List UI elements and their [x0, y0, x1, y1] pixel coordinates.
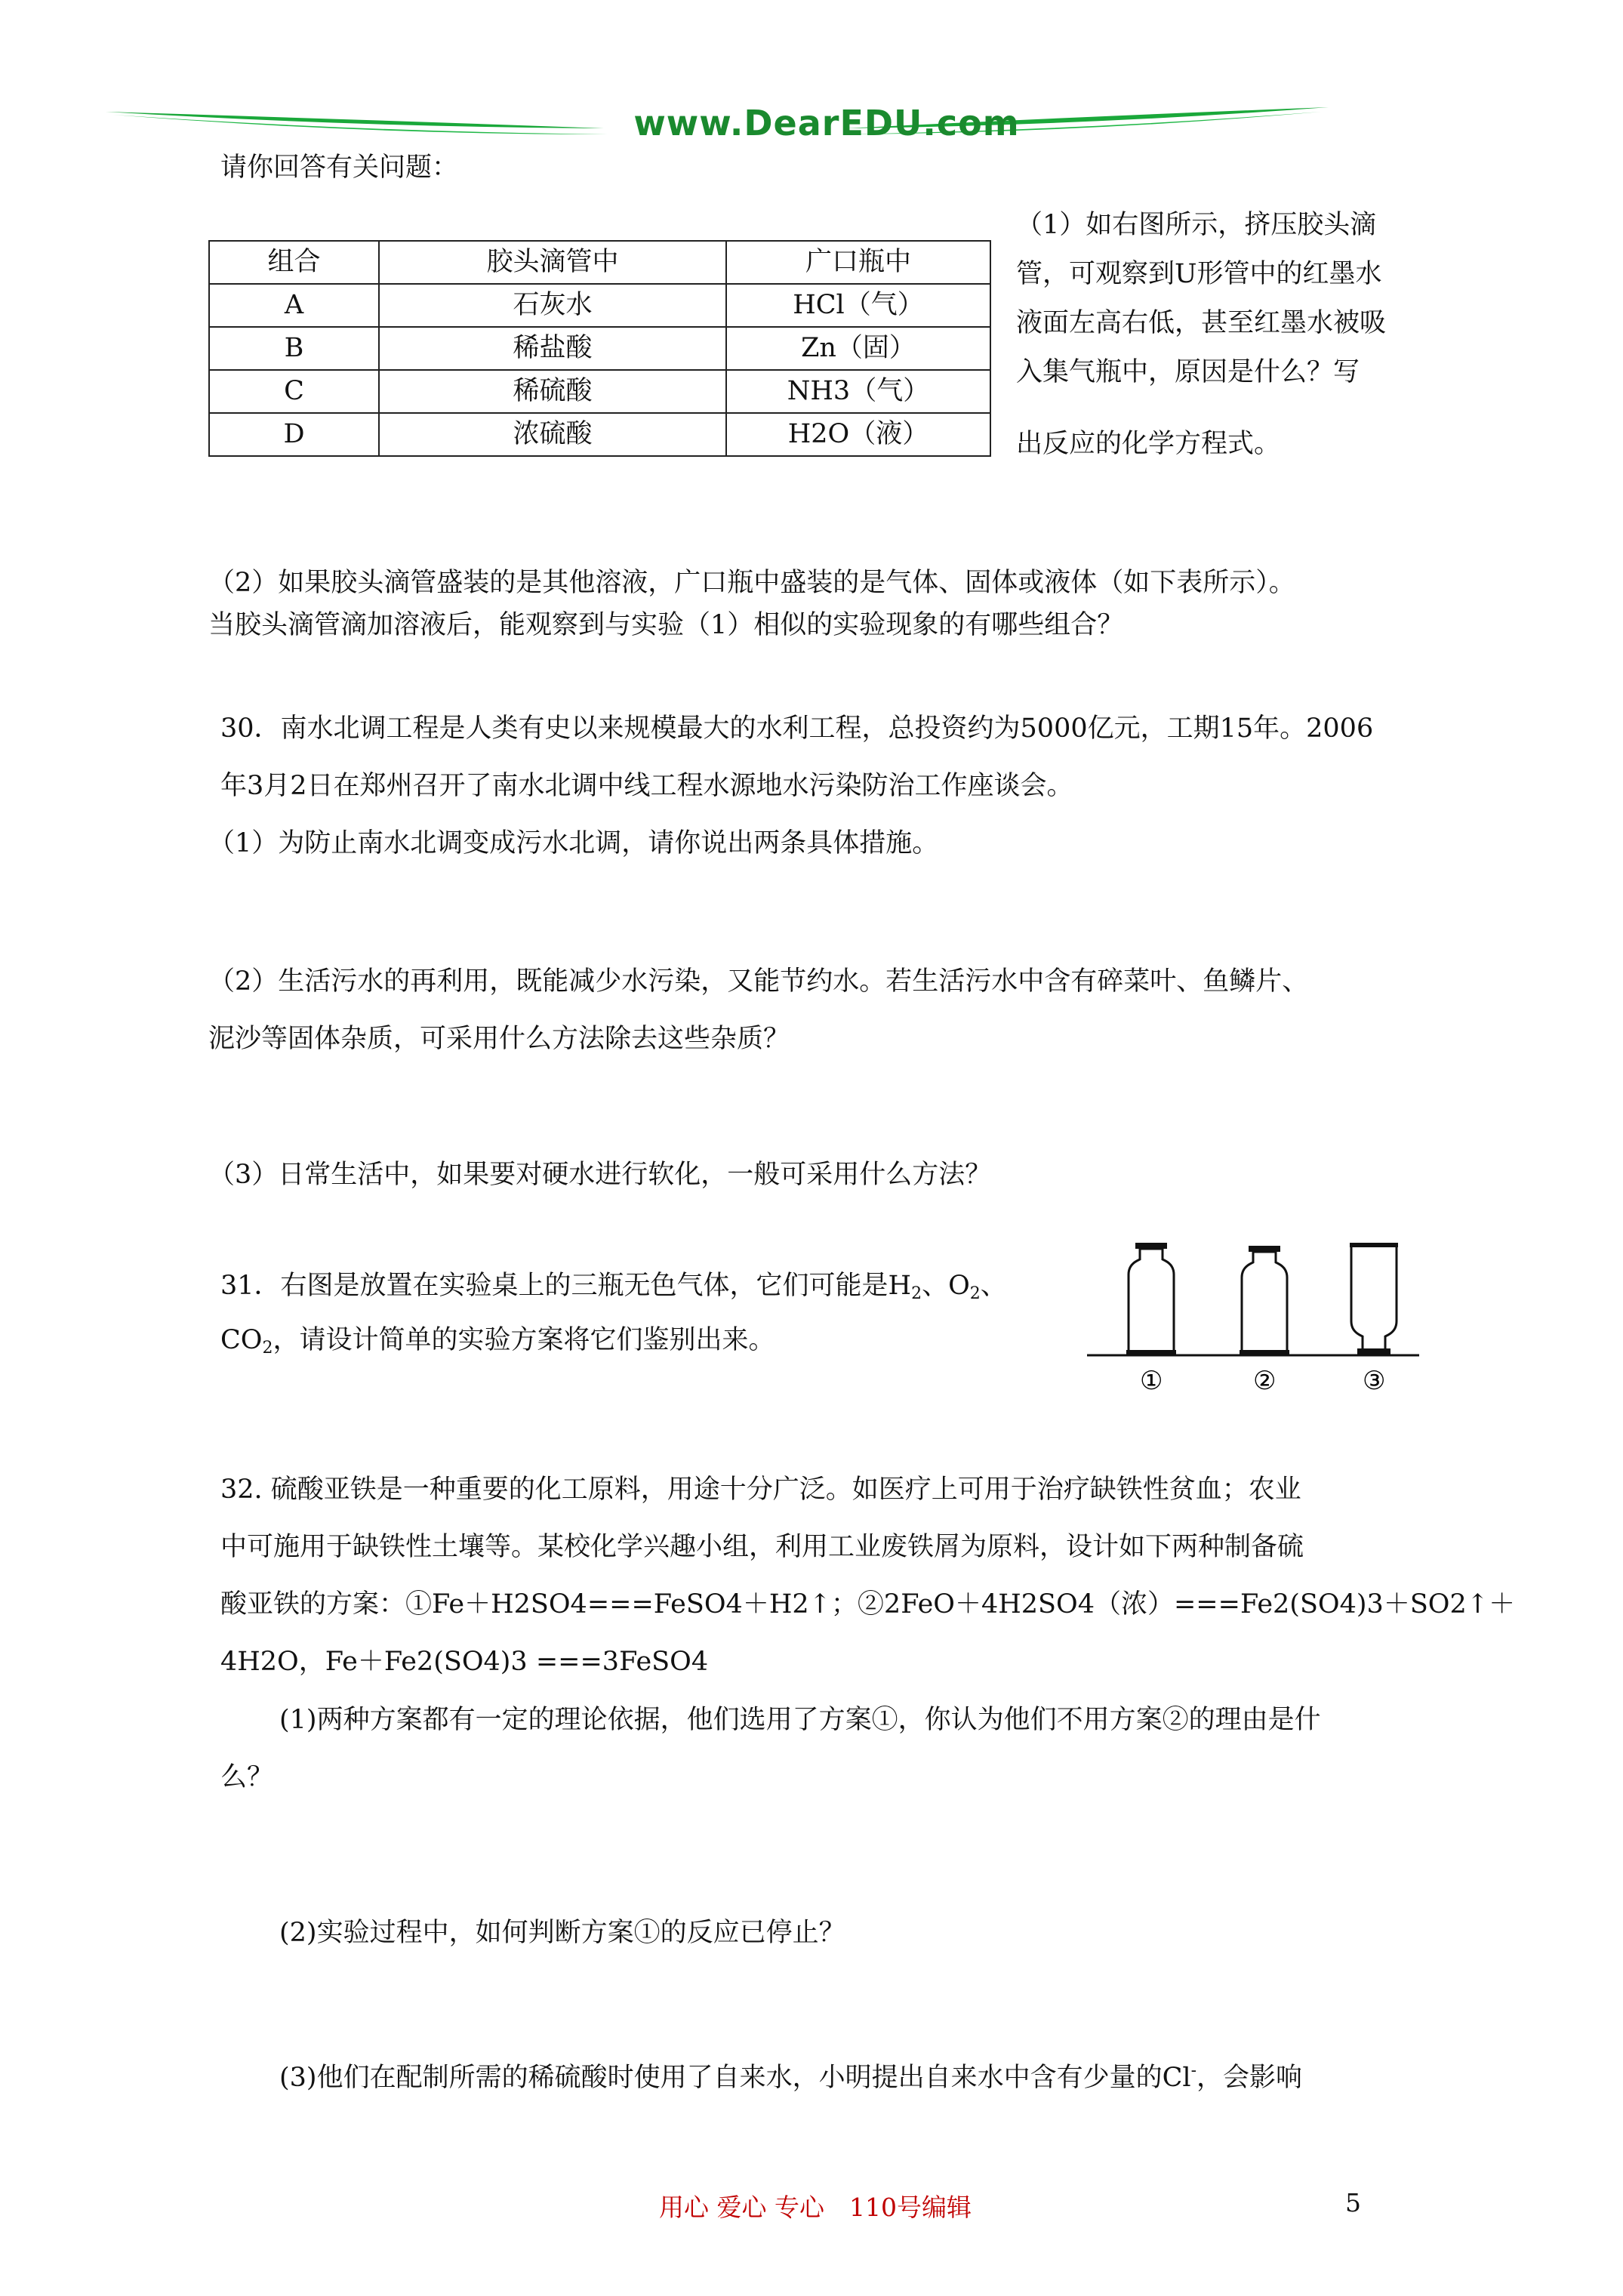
bottle-label-3: ③ — [1363, 1366, 1386, 1396]
q32-line-2: 中可施用于缺铁性土壤等。某校化学兴趣小组，利用工业废铁屑为原料，设计如下两种制备硫 — [220, 1532, 1304, 1562]
q29-p1-line: 出反应的化学方程式。 — [1016, 429, 1281, 459]
q32-equation-2: 4H2O，Fe＋Fe2(SO4)3 ===3FeSO4 — [220, 1647, 709, 1677]
bottle-label-1: ① — [1140, 1366, 1163, 1396]
q30-line: 30．南水北调工程是人类有史以来规模最大的水利工程，总投资约为5000亿元，工期15年。2006 — [220, 713, 1374, 744]
q30-p1: （1）为防止南水北调变成污水北调，请你说出两条具体措施。 — [208, 828, 939, 858]
bottles-figure — [1087, 1238, 1419, 1397]
q29-p1-line: 液面左高右低，甚至红墨水被吸 — [1016, 308, 1387, 338]
page-number: 5 — [1345, 2188, 1361, 2217]
dropper-cell: 浓硫酸 — [379, 413, 726, 456]
site-url[interactable]: www.DearEDU.com — [633, 103, 1020, 143]
q32-p2: (2)实验过程中，如何判断方案①的反应已停止？ — [279, 1918, 845, 1948]
q32-p1-line: 么？ — [220, 1762, 274, 1792]
table-header: 广口瓶中 — [726, 241, 990, 284]
group-cell: A — [209, 284, 379, 327]
q32-p1-line: (1)两种方案都有一定的理论依据，他们选用了方案①，你认为他们不用方案②的理由是什 — [279, 1705, 1321, 1735]
q30-p3: （3）日常生活中，如果要对硬水进行软化，一般可采用什么方法？ — [208, 1160, 992, 1190]
bottle-label-2: ② — [1253, 1366, 1277, 1396]
table-row — [209, 327, 990, 370]
table-header-row — [209, 241, 990, 284]
bottle-cell: Zn（固） — [726, 327, 990, 370]
q31-line-1: 31．右图是放置在实验桌上的三瓶无色气体，它们可能是$H_2$、$O_2$、 — [220, 1271, 1007, 1303]
table-row — [209, 413, 990, 456]
group-cell: D — [209, 413, 379, 456]
q29-p1-line: （1）如右图所示，挤压胶头滴 — [1016, 210, 1377, 240]
q29-p2-line: （2）如果胶头滴管盛装的是其他溶液，广口瓶中盛装的是气体、固体或液体（如下表所示）。 — [208, 568, 1295, 598]
table-header: 胶头滴管中 — [379, 241, 726, 284]
dropper-cell: 石灰水 — [379, 284, 726, 327]
q31-line-2: $CO_2$，请设计简单的实验方案将它们鉴别出来。 — [220, 1325, 775, 1358]
table-row — [209, 284, 990, 327]
intro-text: 请你回答有关问题： — [220, 153, 459, 183]
q32-p3: (3)他们在配制所需的稀硫酸时使用了自来水，小明提出自来水中含有少量的Cl-，会影响 — [279, 2061, 1303, 2093]
q30-p2-line: 泥沙等固体杂质，可采用什么方法除去这些杂质？ — [208, 1024, 790, 1054]
bottle-cell: HCl（气） — [726, 284, 990, 327]
group-cell: C — [209, 370, 379, 413]
reagent-table — [208, 240, 991, 457]
q29-p1-line: 管，可观察到U形管中的红墨水 — [1016, 259, 1382, 289]
q30-line: 年3月2日在郑州召开了南水北调中线工程水源地水污染防治工作座谈会。 — [220, 771, 1073, 801]
table-row — [209, 370, 990, 413]
q30-p2-line: （2）生活污水的再利用，既能减少水污染，又能节约水。若生活污水中含有碎菜叶、鱼鳞片、 — [208, 966, 1309, 997]
bottle-cell: NH3（气） — [726, 370, 990, 413]
dropper-cell: 稀硫酸 — [379, 370, 726, 413]
q29-p1-line: 入集气瓶中，原因是什么？写 — [1016, 357, 1360, 387]
q32-line-1: 32. 硫酸亚铁是一种重要的化工原料，用途十分广泛。如医疗上可用于治疗缺铁性贫血；农业 — [220, 1475, 1301, 1505]
dropper-cell: 稀盐酸 — [379, 327, 726, 370]
table-header: 组合 — [209, 241, 379, 284]
q32-equation-1: 酸亚铁的方案：①Fe＋H2SO4===FeSO4＋H2↑；②2FeO＋4H2SO4（浓）===Fe2(SO4)3＋SO2↑＋ — [220, 1589, 1516, 1620]
q29-p2-line: 当胶头滴管滴加溶液后，能观察到与实验（1）相似的实验现象的有哪些组合？ — [208, 610, 1124, 640]
footer-text: 用心 爱心 专心 110号编辑 — [659, 2193, 972, 2222]
group-cell: B — [209, 327, 379, 370]
bottle-cell: H2O（液） — [726, 413, 990, 456]
